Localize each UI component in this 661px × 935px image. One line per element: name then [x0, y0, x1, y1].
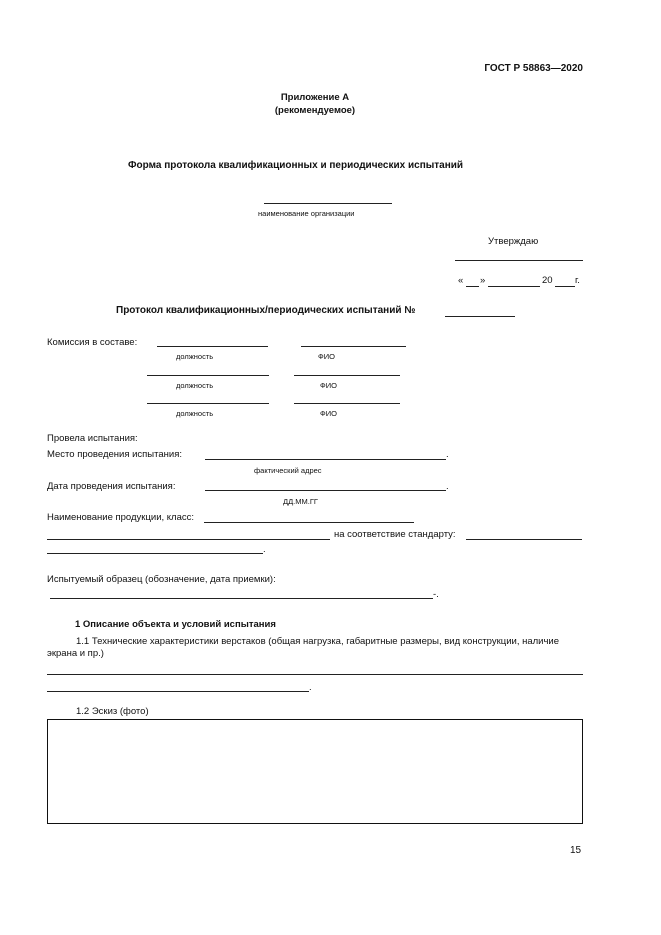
- commission-member-2-position-caption: должность: [176, 381, 214, 390]
- item-1-1-answer-line-2[interactable]: [47, 691, 309, 692]
- sample-label: Испытуемый образец (обозначение, дата приемки):: [47, 574, 276, 585]
- test-place-caption: фактический адрес: [254, 466, 322, 475]
- commission-member-1-position-caption: должность: [176, 352, 214, 361]
- commission-member-2-name-line[interactable]: [294, 375, 400, 376]
- compliance-standard-continuation-line[interactable]: [47, 553, 263, 554]
- standard-designation: ГОСТ Р 58863—2020: [484, 63, 583, 74]
- compliance-standard-label: на соответствие стандарту:: [334, 529, 456, 540]
- compliance-standard-line[interactable]: [466, 539, 582, 540]
- test-place-period: .: [446, 449, 449, 460]
- commission-member-2-position-line[interactable]: [147, 375, 269, 376]
- approval-signature-line[interactable]: [455, 260, 583, 261]
- commission-member-2-name-caption: ФИО: [320, 381, 337, 390]
- approval-year-suffix: г.: [575, 275, 580, 286]
- protocol-title: Протокол квалификационных/периодических испытаний №: [116, 305, 416, 316]
- sample-period: -.: [433, 589, 439, 600]
- compliance-standard-period: .: [263, 544, 266, 555]
- appendix-title: Приложение А: [280, 92, 350, 103]
- approval-day-line[interactable]: [466, 286, 479, 287]
- test-date-label: Дата проведения испытания:: [47, 481, 176, 492]
- commission-member-1-position-line[interactable]: [157, 346, 268, 347]
- commission-member-3-position-line[interactable]: [147, 403, 269, 404]
- approval-date-close-quote: »: [480, 275, 486, 286]
- commission-member-1-name-line[interactable]: [301, 346, 406, 347]
- approval-month-line[interactable]: [488, 286, 540, 287]
- test-date-line[interactable]: [205, 490, 446, 491]
- appendix-status: (рекомендуемое): [274, 105, 356, 116]
- organization-name-line[interactable]: [264, 203, 392, 204]
- sketch-photo-box[interactable]: [47, 719, 583, 824]
- sample-line[interactable]: [50, 598, 433, 599]
- page-number: 15: [570, 845, 582, 856]
- commission-member-1-name-caption: ФИО: [318, 352, 335, 361]
- item-1-1-text-line2: экрана и пр.): [47, 648, 104, 659]
- item-1-1-text-line1: 1.1 Технические характеристики верстаков (общая нагрузка, габаритные размеры, вид конструкции, наличие: [76, 636, 560, 647]
- item-1-2-label: 1.2 Эскиз (фото): [76, 706, 149, 717]
- item-1-1-period: .: [309, 682, 312, 693]
- commission-label: Комиссия в составе:: [47, 337, 138, 348]
- product-class-line[interactable]: [47, 539, 330, 540]
- commission-member-3-name-line[interactable]: [294, 403, 400, 404]
- test-place-label: Место проведения испытания:: [47, 449, 183, 460]
- test-date-period: .: [446, 481, 449, 492]
- product-name-line[interactable]: [204, 522, 414, 523]
- product-name-label: Наименование продукции, класс:: [47, 512, 195, 523]
- approval-label: Утверждаю: [488, 236, 539, 247]
- tests-conducted-label: Провела испытания:: [47, 433, 138, 444]
- commission-member-3-name-caption: ФИО: [320, 409, 337, 418]
- test-place-line[interactable]: [205, 459, 446, 460]
- section-1-heading: 1 Описание объекта и условий испытания: [75, 619, 276, 630]
- test-date-caption: ДД.ММ.ГГ: [283, 497, 318, 506]
- protocol-number-line[interactable]: [445, 316, 515, 317]
- approval-year-prefix: 20: [542, 275, 553, 286]
- approval-date-open-quote: «: [458, 275, 464, 286]
- form-title: Форма протокола квалификационных и периодических испытаний: [128, 160, 464, 171]
- organization-caption: наименование организации: [258, 209, 355, 218]
- item-1-1-answer-line-1[interactable]: [47, 674, 583, 675]
- approval-year-line[interactable]: [555, 286, 575, 287]
- commission-member-3-position-caption: должность: [176, 409, 214, 418]
